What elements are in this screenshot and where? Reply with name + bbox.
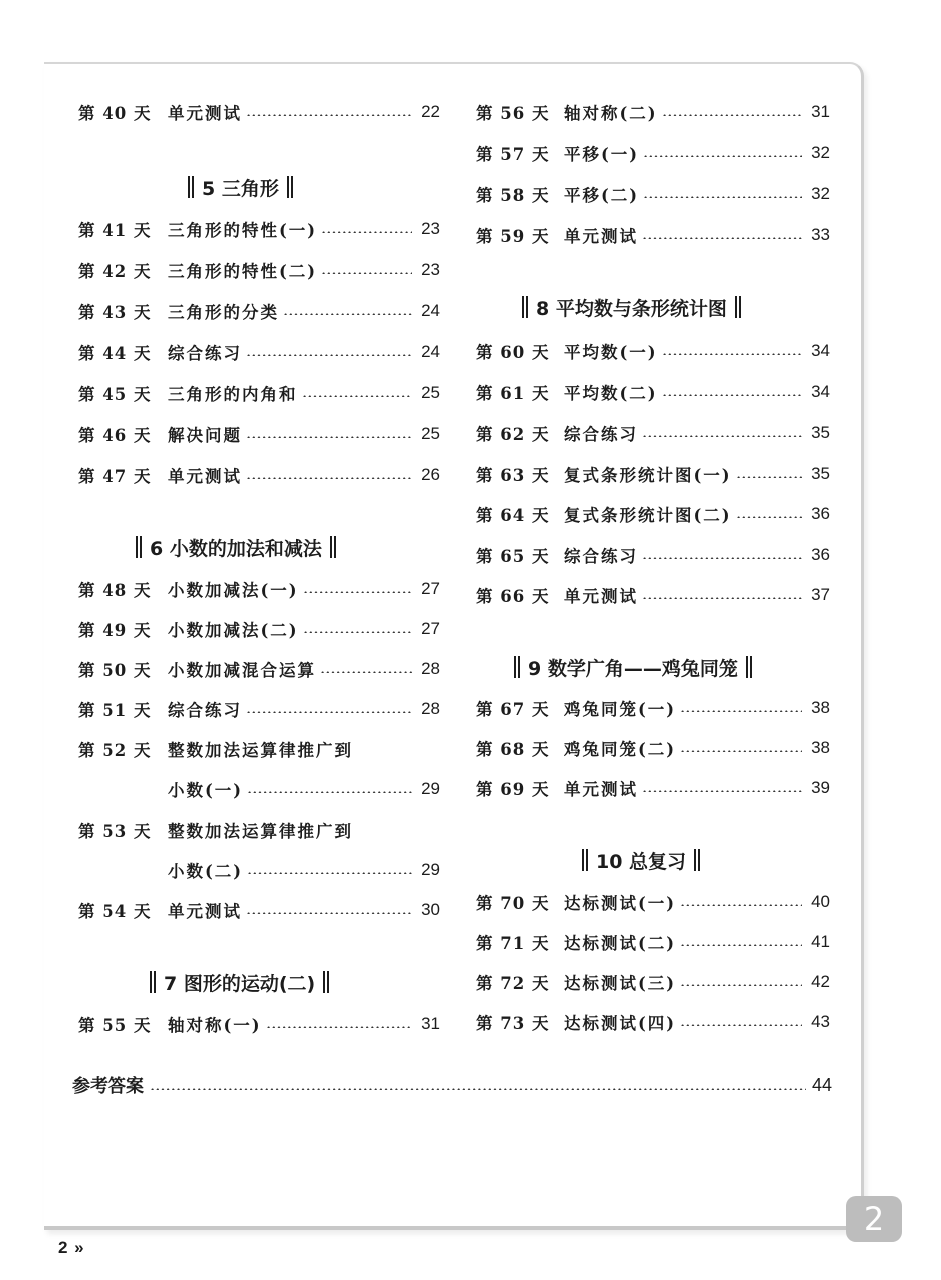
toc-entry-day: 第 53 天 xyxy=(78,822,152,841)
toc-entry-day: 第 68 天 xyxy=(476,740,550,759)
toc-entry-page: 42 xyxy=(811,972,830,991)
toc-entry-page: 35 xyxy=(811,423,830,442)
leader-dots xyxy=(283,313,412,315)
toc-entry-day: 第 47 天 xyxy=(78,467,152,486)
leader-dots xyxy=(680,984,802,986)
toc-entry[interactable] xyxy=(476,501,830,527)
double-bar-left xyxy=(150,971,156,993)
toc-entry-day: 第 63 天 xyxy=(476,466,550,485)
toc-entry-title: 综合练习 xyxy=(564,425,638,444)
toc-entry-day: 第 41 天 xyxy=(78,221,152,240)
reference-answers-label: 参考答案 xyxy=(72,1076,144,1097)
toc-entry[interactable] xyxy=(78,897,440,923)
leader-dots xyxy=(247,872,412,874)
toc-entry-title: 达标测试(四) xyxy=(564,1014,677,1033)
toc-entry[interactable] xyxy=(78,298,440,324)
toc-entry[interactable] xyxy=(476,222,830,248)
leader-dots xyxy=(642,597,802,599)
toc-entry-title: 平移(一) xyxy=(564,145,640,164)
leader-dots xyxy=(321,231,412,233)
toc-entry-title: 三角形的特性(一) xyxy=(168,221,318,240)
toc-entry-title: 小数(二) xyxy=(168,862,244,881)
toc-entry-page: 31 xyxy=(421,1014,440,1033)
unit-heading xyxy=(514,651,752,683)
leader-dots xyxy=(246,354,412,356)
toc-entry[interactable] xyxy=(476,969,830,995)
toc-entry-day: 第 67 天 xyxy=(476,700,550,719)
toc-entry-day: 第 46 天 xyxy=(78,426,152,445)
toc-entry[interactable] xyxy=(476,99,830,125)
unit-heading xyxy=(582,844,700,876)
unit-heading-label: 7 图形的运动(二) xyxy=(164,972,316,995)
leader-dots xyxy=(246,114,412,116)
toc-entry-day: 第 54 天 xyxy=(78,902,152,921)
toc-entry-page: 30 xyxy=(421,900,440,919)
double-bar-right xyxy=(287,176,293,198)
toc-entry[interactable] xyxy=(78,736,440,762)
toc-entry-title: 复式条形统计图(一) xyxy=(564,466,732,485)
toc-entry-page: 26 xyxy=(421,465,440,484)
toc-entry-page: 38 xyxy=(811,698,830,717)
toc-entry-day: 第 71 天 xyxy=(476,934,550,953)
toc-entry-title: 平移(二) xyxy=(564,186,640,205)
toc-entry[interactable] xyxy=(476,889,830,915)
toc-entry-title: 单元测试 xyxy=(564,587,638,606)
toc-entry-day: 第 50 天 xyxy=(78,661,152,680)
toc-entry-title: 达标测试(一) xyxy=(564,894,677,913)
toc-entry[interactable] xyxy=(476,379,830,405)
leader-dots xyxy=(246,477,412,479)
toc-entry[interactable] xyxy=(476,461,830,487)
double-bar-left xyxy=(522,296,528,318)
toc-entry-day: 第 62 天 xyxy=(476,425,550,444)
leader-dots xyxy=(680,1024,802,1026)
toc-entry-page: 25 xyxy=(421,424,440,443)
leader-dots xyxy=(247,791,412,793)
toc-entry-title: 达标测试(二) xyxy=(564,934,677,953)
unit-heading-label: 8 平均数与条形统计图 xyxy=(536,297,727,320)
toc-entry[interactable] xyxy=(78,616,440,642)
toc-entry[interactable] xyxy=(476,695,830,721)
toc-entry[interactable] xyxy=(78,1011,440,1037)
double-bar-right xyxy=(746,656,752,678)
toc-entry[interactable] xyxy=(78,99,440,125)
toc-entry-title: 单元测试 xyxy=(168,467,242,486)
toc-entry-page: 31 xyxy=(811,102,830,121)
toc-entry-day: 第 42 天 xyxy=(78,262,152,281)
toc-entry-day: 第 52 天 xyxy=(78,741,152,760)
toc-entry-title: 达标测试(三) xyxy=(564,974,677,993)
toc-entry-page: 28 xyxy=(421,699,440,718)
toc-entry[interactable] xyxy=(476,582,830,608)
reference-answers-page: 44 xyxy=(811,1074,832,1095)
toc-entry-day: 第 65 天 xyxy=(476,547,550,566)
toc-entry-title: 复式条形统计图(二) xyxy=(564,506,732,525)
leader-dots xyxy=(680,750,802,752)
unit-heading-label: 5 三角形 xyxy=(202,177,279,200)
page-badge: 2 xyxy=(846,1196,902,1242)
toc-entry[interactable] xyxy=(78,257,440,283)
toc-entry-day: 第 70 天 xyxy=(476,894,550,913)
footer-page-number: 2 » xyxy=(58,1238,85,1257)
toc-entry-title: 小数加减法(一) xyxy=(168,581,299,600)
toc-entry-title: 综合练习 xyxy=(564,547,638,566)
toc-entry-title: 三角形的内角和 xyxy=(168,385,298,404)
unit-heading xyxy=(188,171,293,203)
toc-entry-page: 34 xyxy=(811,341,830,360)
toc-entry-title: 鸡兔同笼(一) xyxy=(564,700,677,719)
leader-dots xyxy=(642,557,802,559)
toc-entry-title: 综合练习 xyxy=(168,344,242,363)
leader-dots xyxy=(643,155,802,157)
toc-entry-title: 单元测试 xyxy=(168,902,242,921)
unit-heading xyxy=(136,531,336,563)
toc-entry-day: 第 69 天 xyxy=(476,780,550,799)
toc-entry-title: 平均数(二) xyxy=(564,384,658,403)
reference-answers-entry[interactable] xyxy=(72,1070,832,1100)
double-bar-left xyxy=(136,536,142,558)
leader-dots xyxy=(662,114,802,116)
toc-entry-day: 第 58 天 xyxy=(476,186,550,205)
toc-entry-day: 第 56 天 xyxy=(476,104,550,123)
double-bar-right xyxy=(694,849,700,871)
toc-entry-page: 22 xyxy=(421,102,440,121)
leader-dots xyxy=(246,436,412,438)
toc-entry-title: 单元测试 xyxy=(564,227,638,246)
toc-entry-page: 36 xyxy=(811,545,830,564)
toc-entry-title: 轴对称(一) xyxy=(168,1016,262,1035)
double-bar-left xyxy=(582,849,588,871)
toc-entry-page: 34 xyxy=(811,382,830,401)
leader-dots xyxy=(680,944,802,946)
toc-entry-day: 第 57 天 xyxy=(476,145,550,164)
toc-entry-page: 28 xyxy=(421,659,440,678)
leader-dots xyxy=(266,1026,412,1028)
toc-entry-page: 39 xyxy=(811,778,830,797)
toc-entry-title: 整数加法运算律推广到 xyxy=(168,741,353,760)
leader-dots xyxy=(643,196,802,198)
toc-entry-day: 第 64 天 xyxy=(476,506,550,525)
toc-entry-title: 小数(一) xyxy=(168,781,244,800)
leader-dots xyxy=(302,395,413,397)
toc-entry[interactable] xyxy=(476,542,830,568)
toc-entry-day: 第 51 天 xyxy=(78,701,152,720)
leader-dots xyxy=(246,711,412,713)
toc-entry-title: 小数加减混合运算 xyxy=(168,661,316,680)
toc-entry-title: 三角形的特性(二) xyxy=(168,262,318,281)
unit-heading-label: 10 总复习 xyxy=(596,850,687,873)
toc-entry-day: 第 55 天 xyxy=(78,1016,152,1035)
toc-entry-title: 鸡兔同笼(二) xyxy=(564,740,677,759)
toc-entry-day: 第 60 天 xyxy=(476,343,550,362)
toc-entry-page: 43 xyxy=(811,1012,830,1031)
toc-entry[interactable] xyxy=(78,421,440,447)
toc-entry-page: 27 xyxy=(421,579,440,598)
leader-dots xyxy=(642,435,802,437)
toc-entry-page: 32 xyxy=(811,184,830,203)
toc-entry-day: 第 61 天 xyxy=(476,384,550,403)
toc-entry-day: 第 66 天 xyxy=(476,587,550,606)
toc-entry-day: 第 73 天 xyxy=(476,1014,550,1033)
toc-entry-page: 40 xyxy=(811,892,830,911)
toc-entry-day: 第 72 天 xyxy=(476,974,550,993)
toc-entry-page: 32 xyxy=(811,143,830,162)
double-bar-right xyxy=(330,536,336,558)
toc-entry-page: 33 xyxy=(811,225,830,244)
leader-dots xyxy=(736,476,802,478)
double-bar-left xyxy=(188,176,194,198)
toc-entry-continuation[interactable] xyxy=(168,857,440,883)
toc-entry[interactable] xyxy=(78,216,440,242)
toc-entry[interactable] xyxy=(476,735,830,761)
toc-entry[interactable] xyxy=(476,775,830,801)
toc-entry-page: 23 xyxy=(421,260,440,279)
toc-entry-day: 第 49 天 xyxy=(78,621,152,640)
toc-entry-page: 29 xyxy=(421,779,440,798)
toc-entry[interactable] xyxy=(476,929,830,955)
toc-entry[interactable] xyxy=(476,338,830,364)
toc-entry-continuation[interactable] xyxy=(168,776,440,802)
leader-dots xyxy=(680,904,802,906)
toc-entry-page: 29 xyxy=(421,860,440,879)
leader-dots xyxy=(642,790,802,792)
toc-entry[interactable] xyxy=(476,140,830,166)
leader-dots xyxy=(642,237,802,239)
double-bar-right xyxy=(323,971,329,993)
toc-entry-title: 解决问题 xyxy=(168,426,242,445)
unit-heading-label: 6 小数的加法和减法 xyxy=(150,537,322,560)
toc-entry[interactable] xyxy=(78,576,440,602)
toc-entry-page: 41 xyxy=(811,932,830,951)
toc-entry-title: 单元测试 xyxy=(564,780,638,799)
toc-entry[interactable] xyxy=(78,696,440,722)
toc-entry-day: 第 44 天 xyxy=(78,344,152,363)
toc-entry[interactable] xyxy=(78,339,440,365)
toc-entry-page: 38 xyxy=(811,738,830,757)
leader-dots xyxy=(662,353,802,355)
unit-heading-label: 9 数学广角——鸡兔同笼 xyxy=(528,657,738,680)
leader-dots xyxy=(246,912,412,914)
toc-entry-page: 25 xyxy=(421,383,440,402)
toc-entry-day: 第 45 天 xyxy=(78,385,152,404)
toc-entry-page: 23 xyxy=(421,219,440,238)
unit-heading xyxy=(150,966,329,998)
toc-entry-page: 27 xyxy=(421,619,440,638)
leader-dots xyxy=(680,710,802,712)
leader-dots xyxy=(303,591,412,593)
leader-dots xyxy=(303,631,412,633)
toc-entry[interactable] xyxy=(476,181,830,207)
toc-entry-title: 整数加法运算律推广到 xyxy=(168,822,353,841)
toc-entry-title: 小数加减法(二) xyxy=(168,621,299,640)
toc-entry-page: 35 xyxy=(811,464,830,483)
leader-dots xyxy=(736,516,802,518)
toc-entry[interactable] xyxy=(78,817,440,843)
toc-entry[interactable] xyxy=(78,462,440,488)
toc-entry-page: 36 xyxy=(811,504,830,523)
double-bar-right xyxy=(735,296,741,318)
toc-entry-title: 三角形的分类 xyxy=(168,303,279,322)
toc-entry[interactable] xyxy=(78,656,440,682)
toc-entry-day: 第 40 天 xyxy=(78,104,152,123)
leader-dots xyxy=(662,394,802,396)
toc-entry-title: 轴对称(二) xyxy=(564,104,658,123)
double-bar-left xyxy=(514,656,520,678)
unit-heading xyxy=(522,291,741,323)
leader-dots xyxy=(321,272,412,274)
toc-entry-day: 第 43 天 xyxy=(78,303,152,322)
toc-entry[interactable] xyxy=(476,1009,830,1035)
toc-entry-title: 单元测试 xyxy=(168,104,242,123)
leader-dots xyxy=(320,671,412,673)
toc-entry-day: 第 48 天 xyxy=(78,581,152,600)
toc-entry-page: 24 xyxy=(421,342,440,361)
leader-dots xyxy=(150,1088,806,1090)
toc-entry-title: 综合练习 xyxy=(168,701,242,720)
toc-entry-page: 37 xyxy=(811,585,830,604)
toc-entry-page: 24 xyxy=(421,301,440,320)
toc-entry[interactable] xyxy=(476,420,830,446)
toc-entry[interactable] xyxy=(78,380,440,406)
toc-entry-title: 平均数(一) xyxy=(564,343,658,362)
toc-entry-day: 第 59 天 xyxy=(476,227,550,246)
